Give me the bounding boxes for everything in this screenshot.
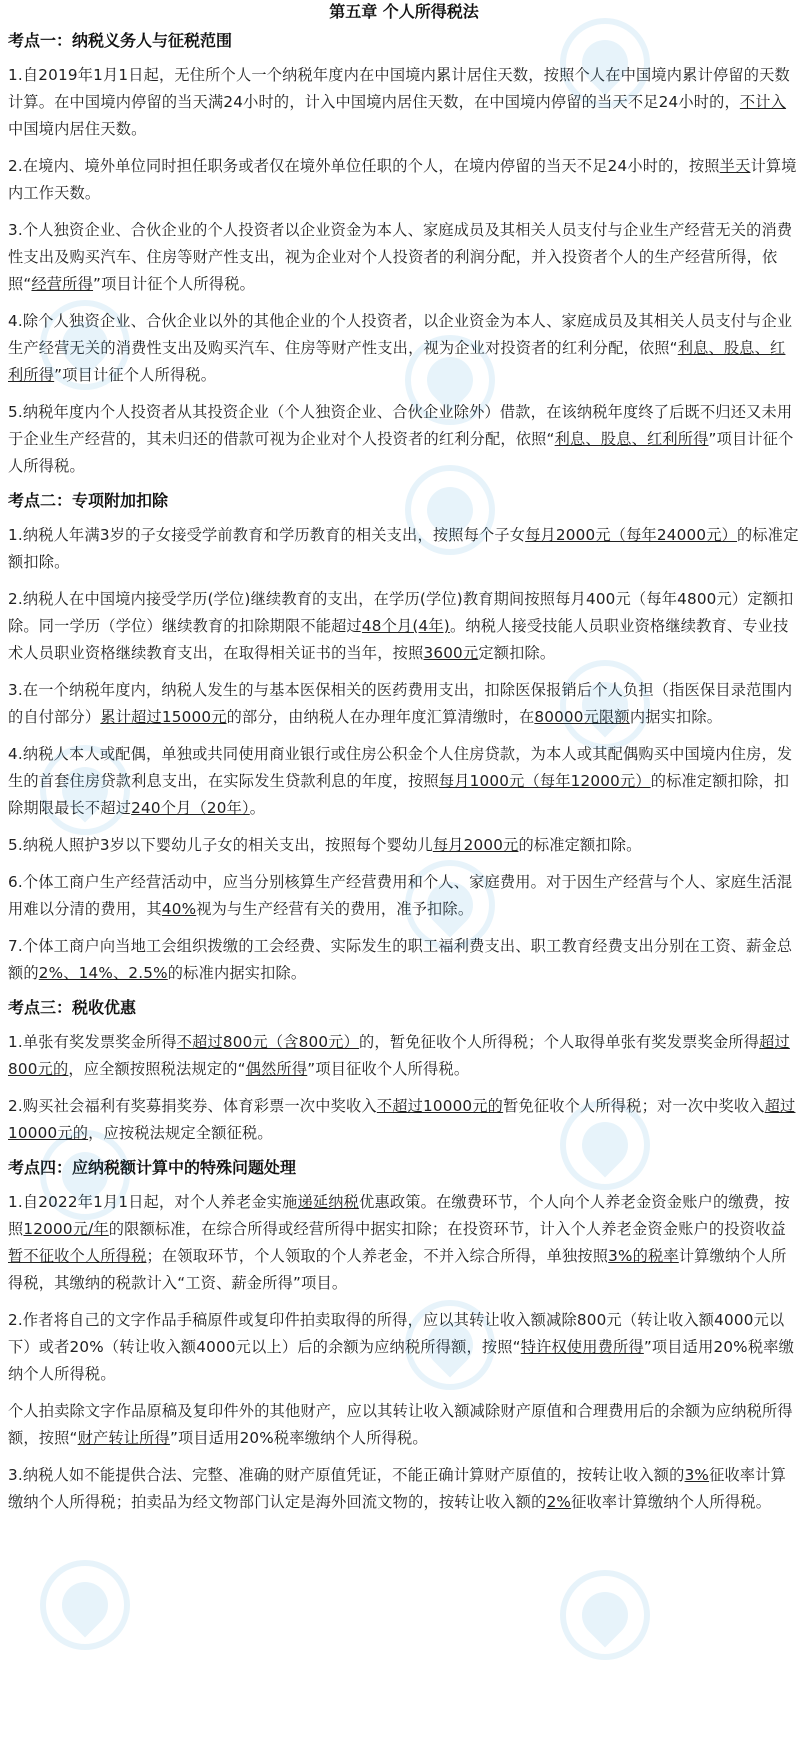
underlined-key-term: 经营所得 — [31, 275, 94, 293]
underlined-key-term: 每月2000元（每年24000元） — [525, 526, 738, 544]
section-heading: 考点一：纳税义务人与征税范围 — [8, 31, 233, 50]
section-heading: 考点四：应纳税额计算中的特殊问题处理 — [8, 1158, 297, 1177]
paragraph-text: ”项目计征个人所得税。 — [54, 366, 217, 384]
paragraph-text: 2.在境内、境外单位同时担任职务或者仅在境外单位任职的个人，在境内停留的当天不足24小时的，按照 — [8, 157, 720, 175]
paragraph-text: ”项目适用20%税率缴纳个人所得税。 — [169, 1429, 428, 1447]
underlined-key-term: 80000元限额 — [534, 708, 630, 726]
paragraph-text: 2.纳税人在中国境内接受学历(学位)继续教育的支出，在学历(学位)教育期间按照每月400元（每年4800元）定额扣除。同一学历（学位）继续教育的扣除期限不能超过 — [8, 590, 794, 635]
underlined-key-term: 48个月(4年) — [361, 617, 450, 635]
paragraph-text: 个人拍卖除文字作品原稿及复印件外的其他财产，应以其转让收入额减除财产原值和合理费用后的余额为应纳税所得额，按照“ — [8, 1402, 793, 1447]
paragraph — [8, 586, 800, 667]
paragraph-text: 4.纳税人本人或配偶，单独或共同使用商业银行或住房公积金个人住房贷款，为本人或其配偶购买中国境内住房，发生的首套住房贷款利息支出，在实际发生贷款利息的年度，按照 — [8, 745, 793, 790]
paragraph-text: 的部分，由纳税人在办理年度汇算清缴时，在 — [226, 708, 535, 726]
paragraph-text: 的标准定额扣除，扣除期限最长不超过 — [8, 772, 790, 817]
underlined-key-term: 240个月（20年） — [131, 799, 250, 817]
paragraph-text: 计算境内工作天数。 — [8, 157, 797, 202]
paragraph-text: 1.单张有奖发票奖金所得 — [8, 1033, 177, 1051]
paragraph-text: 4.除个人独资企业、合伙企业以外的其他企业的个人投资者，以企业资金为本人、家庭成员及其相关人员支付与企业生产经营无关的消费性支出及购买汽车、住房等财产性支出，视为企业对投资者的红利分配，依照“ — [8, 312, 793, 357]
paragraph — [8, 308, 800, 389]
page-title: 第五章 个人所得税法 — [329, 2, 479, 21]
paragraph-text: 的标准定额扣除。 — [8, 526, 799, 571]
paragraph — [8, 677, 800, 731]
paragraph — [8, 832, 800, 859]
paragraph-text: 5.纳税人照护3岁以下婴幼儿子女的相关支出，按照每个婴幼儿 — [8, 836, 433, 854]
paragraph-text: 5.纳税年度内个人投资者从其投资企业（个人独资企业、合伙企业除外）借款，在该纳税年度终了后既不归还又未用于企业生产经营的，其未归还的借款可视为企业对个人投资者的红利分配，依照“ — [8, 403, 793, 448]
paragraph-text: ；在领取环节，个人领取的个人养老金，不并入综合所得，单独按照 — [146, 1247, 609, 1265]
watermark-logo-icon — [40, 1560, 130, 1650]
paragraph-text: 6.个体工商户生产经营活动中，应当分别核算生产经营费用和个人、家庭费用。对于因生产经营与个人、家庭生活混用难以分清的费用，其 — [8, 873, 793, 918]
paragraph-text: 计算缴纳个人所得税，其缴纳的税款计入“工资、薪金所得”项目。 — [8, 1247, 787, 1292]
paragraph-text: ，应按税法规定全额征税。 — [88, 1124, 273, 1142]
paragraph-text: 3.在一个纳税年度内，纳税人发生的与基本医保相关的医药费用支出，扣除医保报销后个人负担（指医保目录范围内的自付部分） — [8, 681, 793, 726]
underlined-key-term: 超过800元的 — [8, 1033, 790, 1078]
paragraph-text: 内据实扣除。 — [629, 708, 723, 726]
paragraph-text: 。 — [249, 799, 266, 817]
paragraph — [8, 1462, 800, 1516]
underlined-key-term: 3% — [684, 1466, 710, 1484]
underlined-key-term: 2%、14%、2.5% — [38, 964, 168, 982]
paragraph-text: 1.自2022年1月1日起，对个人养老金实施 — [8, 1193, 298, 1211]
paragraph — [8, 869, 800, 923]
underlined-key-term: 超过10000元的 — [8, 1097, 796, 1142]
paragraph — [8, 933, 800, 987]
paragraph-text: 3.个人独资企业、合伙企业的个人投资者以企业资金为本人、家庭成员及其相关人员支付与企业生产经营无关的消费性支出及购买汽车、住房等财产性支出，视为企业对个人投资者的利润分配，并入投资者个人的生产经营所得，依照“ — [8, 221, 793, 293]
paragraph — [8, 522, 800, 576]
paragraph-text: ”项目征收个人所得税。 — [307, 1060, 470, 1078]
paragraph-text: 3.纳税人如不能提供合法、完整、准确的财产原值凭证，不能正确计算财产原值的，按转让收入额的 — [8, 1466, 685, 1484]
section-heading: 考点二：专项附加扣除 — [8, 491, 169, 510]
paragraph-text: 的标准定额扣除。 — [518, 836, 642, 854]
paragraph — [8, 1029, 800, 1083]
paragraph-text: 中国境内居住天数。 — [8, 120, 147, 138]
underlined-key-term: 每月1000元（每年12000元） — [438, 772, 651, 790]
paragraph-text: ”项目计征个人所得税。 — [93, 275, 255, 293]
paragraph-text: 1.纳税人年满3岁的子女接受学前教育和学历教育的相关支出，按照每个子女 — [8, 526, 526, 544]
document-body — [8, 30, 800, 1516]
paragraph — [8, 741, 800, 822]
paragraph — [8, 1093, 800, 1147]
underlined-key-term: 财产转让所得 — [77, 1429, 170, 1447]
paragraph-text: 。纳税人接受技能人员职业资格继续教育、专业技术人员职业资格继续教育支出，在取得相关证书的当年，按照 — [8, 617, 789, 662]
paragraph-text: ，应全额按照税法规定的“ — [68, 1060, 246, 1078]
paragraph — [8, 1189, 800, 1297]
underlined-key-term: 2% — [546, 1493, 572, 1511]
paragraph-text: 视为与生产经营有关的费用，准予扣除。 — [196, 900, 474, 918]
paragraph-text: 定额扣除。 — [478, 644, 556, 662]
underlined-key-term: 偶然所得 — [245, 1060, 308, 1078]
underlined-key-term: 不超过10000元的 — [376, 1097, 504, 1115]
underlined-key-term: 12000元/年 — [23, 1220, 109, 1238]
paragraph — [8, 1307, 800, 1388]
paragraph — [8, 1398, 800, 1452]
paragraph — [8, 62, 800, 143]
paragraph-text: 征收率计算缴纳个人所得税；拍卖品为经文物部门认定是海外回流文物的，按转让收入额的 — [8, 1466, 786, 1511]
underlined-key-term: 不超过800元（含800元） — [176, 1033, 360, 1051]
underlined-key-term: 累计超过15000元 — [100, 708, 227, 726]
paragraph-text: 征收率计算缴纳个人所得税。 — [571, 1493, 772, 1511]
underlined-key-term: 3600元 — [423, 644, 479, 662]
paragraph-text: ”项目适用20%税率缴纳个人所得税。 — [8, 1338, 794, 1383]
paragraph-text: 2.作者将自己的文字作品手稿原件或复印件拍卖取得的所得，应以其转让收入额减除800元（转让收入额4000元以下）或者20%（转让收入额4000元以上）后的余额为应纳税所得额，按照“ — [8, 1311, 785, 1356]
paragraph — [8, 153, 800, 207]
paragraph-text: 暂免征收个人所得税；对一次中奖收入 — [503, 1097, 765, 1115]
paragraph — [8, 217, 800, 298]
underlined-key-term: 半天 — [719, 157, 751, 175]
paragraph-text: ”项目计征个人所得税。 — [8, 430, 794, 475]
paragraph — [8, 399, 800, 480]
paragraph-text: 的，暂免征收个人所得税；个人取得单张有奖发票奖金所得 — [359, 1033, 760, 1051]
watermark-logo-icon — [560, 1570, 650, 1660]
underlined-key-term: 40% — [161, 900, 197, 918]
underlined-key-term: 3%的税率 — [608, 1247, 679, 1265]
underlined-key-term: 不计入 — [739, 93, 787, 111]
section-heading: 考点三：税收优惠 — [8, 998, 137, 1017]
underlined-key-term: 暂不征收个人所得税 — [8, 1247, 147, 1265]
paragraph-text: 2.购买社会福利有奖募捐奖券、体育彩票一次中奖收入 — [8, 1097, 377, 1115]
underlined-key-term: 利息、股息、红利所得 — [8, 339, 786, 384]
paragraph-text: 优惠政策。在缴费环节，个人向个人养老金资金账户的缴费，按照 — [8, 1193, 790, 1238]
underlined-key-term: 递延纳税 — [297, 1193, 360, 1211]
paragraph-text: 的限额标准，在综合所得或经营所得中据实扣除；在投资环节，计入个人养老金资金账户的投资收益 — [108, 1220, 786, 1238]
paragraph-text: 7.个体工商户向当地工会组织拨缴的工会经费、实际发生的职工福利费支出、职工教育经费支出分别在工资、薪金总额的 — [8, 937, 793, 982]
underlined-key-term: 每月2000元 — [432, 836, 519, 854]
paragraph-text: 的标准内据实扣除。 — [167, 964, 307, 982]
underlined-key-term: 利息、股息、红利所得 — [554, 430, 709, 448]
underlined-key-term: 特许权使用费所得 — [520, 1338, 644, 1356]
paragraph-text: 1.自2019年1月1日起，无住所个人一个纳税年度内在中国境内累计居住天数，按照个人在中国境内累计停留的天数计算。在中国境内停留的当天满24小时的，计入中国境内居住天数，在中国境内停留的当天不足24小时的， — [8, 66, 790, 111]
